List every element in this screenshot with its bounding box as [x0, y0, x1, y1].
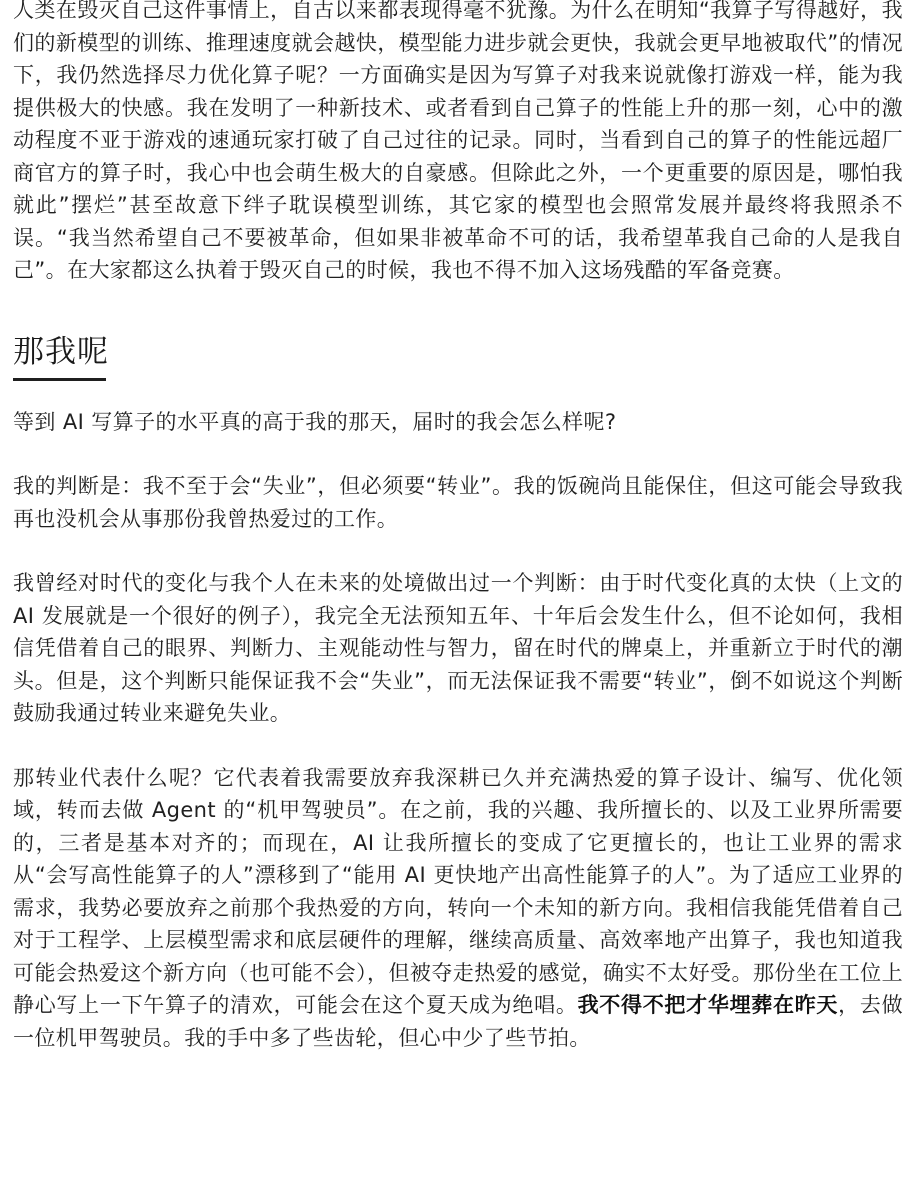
- section-heading: 那我呢: [13, 333, 109, 370]
- paragraph-text: ，去做一位机甲驾驶员。我的手中多了些齿轮，但心中少了些节拍。: [13, 993, 903, 1050]
- article-paragraph: 人类在毁灭自己这件事情上，自古以来都表现得毫不犹豫。为什么在明知“我算子写得越好，我们的新模型的训练、推理速度就会越快，模型能力进步就会更快，我就会更早地被取代”的情况下，我仍然选择尽力优化算子呢？一方面确实是因为写算子对我来说就像打游戏一样，能为我提供极大的快感。我在发明了一种新技术、或者看到自己算子的性能上升的那一刻，心中的激动程度不亚于游戏的速通玩家打破了自己过往的记录。同时，当看到自己的算子的性能远超厂商官方的算子时，我心中也会萌生极大的自豪感。但除此之外，一个更重要的原因是，哪怕我就此”摆烂”甚至故意下绊子耽误模型训练，其它家的模型也会照常发展并最终将我照杀不误。“我当然希望自己不要被革命，但如果非被革命不可的话，我希望革我自己命的人是我自己”。在大家都这么执着于毁灭自己的时候，我也不得不加入这场残酷的军备竞赛。: [13, 0, 903, 282]
- article-paragraph: 我的判断是：我不至于会“失业”，但必须要“转业”。我的饭碗尚且能保住，但这可能会导致我再也没机会从事那份我曾热爱过的工作。: [13, 474, 903, 531]
- article-paragraph: 等到 AI 写算子的水平真的高于我的那天，届时的我会怎么样呢?: [13, 409, 617, 434]
- paragraph-text: 那转业代表什么呢？它代表着我需要放弃我深耕已久并充满热爱的算子设计、编写、优化领域，转而去做 Agent 的“机甲驾驶员”。在之前，我的兴趣、我所擅长的、以及工业界所需要的，三者是基本对齐的；而现在，AI 让我所擅长的变成了它更擅长的，也让工业界的需求从“会写高性能算子的人”漂移到了“能用 AI 更快地产出高性能算子的人”。为了适应工业界的需求，我势必要放弃之前那个我热爱的方向，转向一个未知的新方向。我相信我能凭借着自己对于工程学、上层模型需求和底层硬件的理解，继续高质量、高效率地产出算子，我也知道我可能会热爱这个新方向（也可能不会），但被夺走热爱的感觉，确实不太好受。那份坐在工位上静心写上一下午算子的清欢，可能会在这个夏天成为绝唱。: [13, 765, 903, 1017]
- heading-underline: [13, 378, 106, 381]
- bold-emphasis: 我不得不把才华埋葬在昨天: [577, 993, 839, 1017]
- article-paragraph: [13, 762, 903, 1055]
- article-paragraph: 我曾经对时代的变化与我个人在未来的处境做出过一个判断：由于时代变化真的太快（上文的 AI 发展就是一个很好的例子），我完全无法预知五年、十年后会发生什么，但不论如何，我相信凭借着自己的眼界、判断力、主观能动性与智力，留在时代的牌桌上，并重新立于时代的潮头。但是，这个判断只能保证我不会“失业”，而无法保证我不需要“转业”，倒不如说这个判断鼓励我通过转业来避免失业。: [13, 571, 903, 725]
